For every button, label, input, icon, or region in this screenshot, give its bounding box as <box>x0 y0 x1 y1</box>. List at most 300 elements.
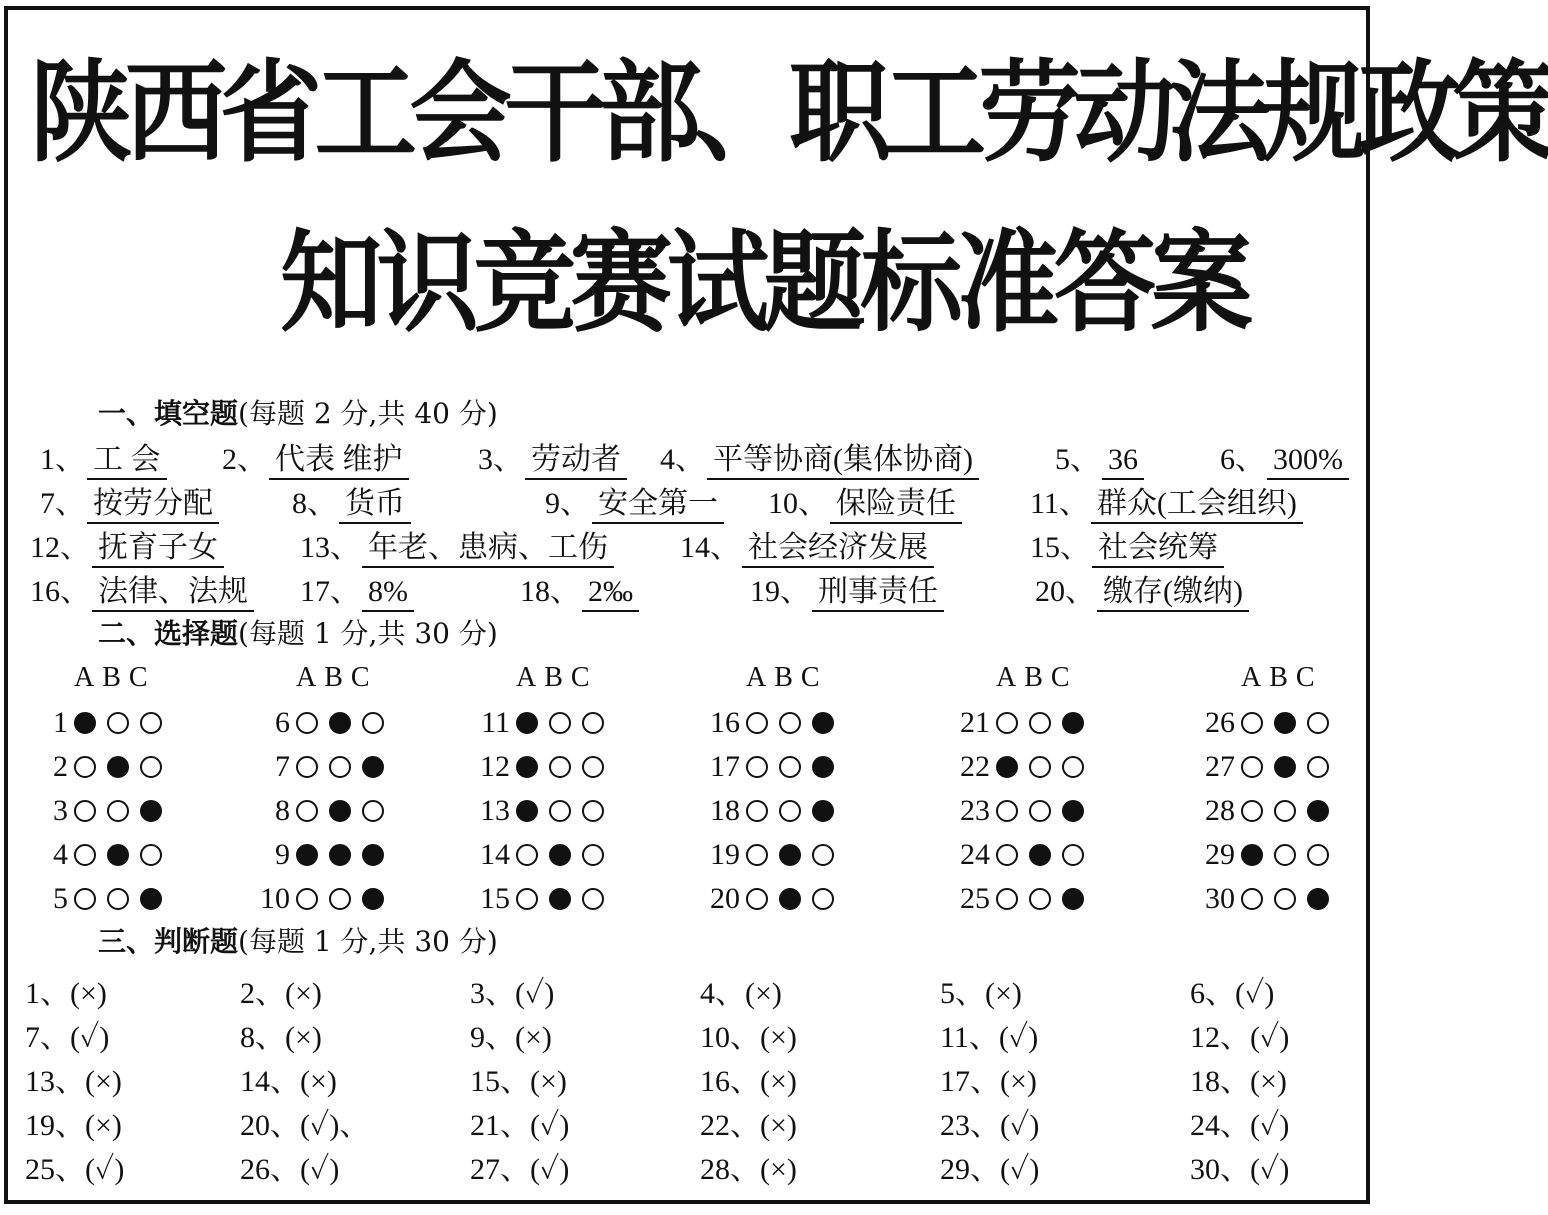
fill-in-item <box>300 574 414 612</box>
option-c-bubble <box>140 712 162 734</box>
judgement-item <box>470 1144 569 1188</box>
option-b-bubble <box>1029 844 1051 866</box>
option-c-bubble <box>812 800 834 822</box>
question-number: 15 <box>480 882 510 915</box>
option-a-bubble <box>74 800 96 822</box>
option-b-bubble <box>107 712 129 734</box>
section-title: 三、判断题 <box>98 925 239 958</box>
choice-row <box>28 750 173 784</box>
question-number: 17 <box>710 750 740 783</box>
item-number: 10、 <box>768 487 828 520</box>
item-number: 20、 <box>240 1109 300 1142</box>
item-answer: 安全第一 <box>592 486 724 524</box>
item-number: 5、 <box>1055 443 1100 476</box>
option-a-bubble <box>296 888 318 910</box>
option-b-bubble <box>779 844 801 866</box>
item-answer: (×) <box>760 1153 797 1186</box>
item-number: 9、 <box>545 487 590 520</box>
option-a-bubble <box>1241 800 1263 822</box>
question-number: 4 <box>53 838 68 871</box>
option-b-bubble <box>1274 844 1296 866</box>
page-title-line-2: 知识竞赛试题标准答案 <box>280 219 1248 347</box>
judgement-item <box>940 1144 1039 1188</box>
item-number: 4、 <box>660 443 705 476</box>
item-answer: 300% <box>1267 442 1349 480</box>
judgement-item <box>240 1144 339 1188</box>
fill-in-item <box>750 574 944 612</box>
fill-in-item <box>1030 486 1303 524</box>
item-answer: 按劳分配 <box>87 486 219 524</box>
choice-row <box>700 706 845 740</box>
section-points: (每题 2 分,共 40 分) <box>238 397 498 430</box>
item-number: 15、 <box>470 1065 530 1098</box>
item-number: 22、 <box>700 1109 760 1142</box>
option-b-bubble <box>549 844 571 866</box>
item-answer: 工 会 <box>87 442 167 480</box>
question-number: 22 <box>960 750 990 783</box>
fill-in-item <box>768 486 962 524</box>
item-answer: 8% <box>362 574 414 612</box>
options-header: ABC <box>996 662 1078 693</box>
item-answer: 法律、法规 <box>92 574 254 612</box>
item-number: 17、 <box>940 1065 1000 1098</box>
option-a-bubble <box>996 800 1018 822</box>
section-points: (每题 1 分,共 30 分) <box>238 617 498 650</box>
option-c-bubble <box>1062 844 1084 866</box>
judgement-item <box>1190 1056 1287 1100</box>
choice-row <box>470 750 615 784</box>
item-answer: 年老、患病、工伤 <box>362 530 614 568</box>
item-answer: 社会经济发展 <box>742 530 934 568</box>
choice-row <box>950 838 1095 872</box>
question-number: 30 <box>1205 882 1235 915</box>
item-number: 9、 <box>470 1021 515 1054</box>
item-answer: (×) <box>530 1065 567 1098</box>
item-answer: (×) <box>85 1109 122 1142</box>
fill-in-item <box>545 486 724 524</box>
judgement-item <box>940 1056 1037 1100</box>
choice-row <box>1195 882 1340 916</box>
item-number: 18、 <box>520 575 580 608</box>
option-a-bubble <box>1241 712 1263 734</box>
option-a-bubble <box>746 756 768 778</box>
option-a-bubble <box>516 800 538 822</box>
item-number: 28、 <box>700 1153 760 1186</box>
item-number: 30、 <box>1190 1153 1250 1186</box>
option-c-bubble <box>582 712 604 734</box>
option-a-bubble <box>516 844 538 866</box>
option-c-bubble <box>1062 888 1084 910</box>
option-c-bubble <box>582 756 604 778</box>
fill-in-item <box>1055 442 1144 480</box>
fill-in-item <box>660 442 979 480</box>
question-number: 12 <box>480 750 510 783</box>
item-number: 15、 <box>1030 531 1090 564</box>
item-answer: 群众(工会组织) <box>1091 486 1303 524</box>
option-b-bubble <box>549 800 571 822</box>
item-number: 12、 <box>30 531 90 564</box>
option-b-bubble <box>1029 800 1051 822</box>
section-heading-multiple-choice <box>98 612 498 652</box>
question-number: 23 <box>960 794 990 827</box>
choice-row <box>28 882 173 916</box>
question-number: 19 <box>710 838 740 871</box>
item-answer: (×) <box>1000 1065 1037 1098</box>
option-b-bubble <box>1274 756 1296 778</box>
item-number: 21、 <box>470 1109 530 1142</box>
item-answer: (×) <box>300 1065 337 1098</box>
section-heading-true-false <box>98 920 498 960</box>
options-header: ABC <box>516 662 598 693</box>
item-number: 6、 <box>1220 443 1265 476</box>
item-number: 14、 <box>680 531 740 564</box>
option-c-bubble <box>812 756 834 778</box>
option-b-bubble <box>329 756 351 778</box>
item-number: 20、 <box>1035 575 1095 608</box>
options-header: ABC <box>296 662 378 693</box>
fill-in-item <box>30 530 224 568</box>
option-a-bubble <box>516 756 538 778</box>
option-a-bubble <box>74 888 96 910</box>
option-b-bubble <box>1274 888 1296 910</box>
question-number: 25 <box>960 882 990 915</box>
item-answer: (×) <box>515 1021 552 1054</box>
question-number: 7 <box>275 750 290 783</box>
item-answer: 刑事责任 <box>812 574 944 612</box>
item-answer: 社会统筹 <box>1092 530 1224 568</box>
section-points: (每题 1 分,共 30 分) <box>238 925 498 958</box>
judgement-item <box>1190 1012 1289 1056</box>
item-answer: 货币 <box>339 486 411 524</box>
item-answer: (×) <box>760 1109 797 1142</box>
question-number: 29 <box>1205 838 1235 871</box>
choice-row <box>250 706 395 740</box>
choice-row <box>1195 706 1340 740</box>
fill-in-item <box>1035 574 1249 612</box>
choice-row <box>700 794 845 828</box>
question-number: 21 <box>960 706 990 739</box>
option-b-bubble <box>107 844 129 866</box>
option-a-bubble <box>996 844 1018 866</box>
item-answer: (×) <box>285 1021 322 1054</box>
option-b-bubble <box>1274 800 1296 822</box>
option-c-bubble <box>140 800 162 822</box>
option-a-bubble <box>746 712 768 734</box>
item-number: 7、 <box>25 1021 70 1054</box>
item-answer: 平等协商(集体协商) <box>707 442 979 480</box>
judgement-item <box>25 1012 109 1056</box>
option-a-bubble <box>516 712 538 734</box>
option-a-bubble <box>74 712 96 734</box>
judgement-item <box>470 1012 552 1056</box>
item-number: 25、 <box>25 1153 85 1186</box>
question-number: 10 <box>260 882 290 915</box>
choice-row <box>250 750 395 784</box>
fill-in-item <box>300 530 614 568</box>
question-number: 28 <box>1205 794 1235 827</box>
option-a-bubble <box>296 844 318 866</box>
fill-in-item <box>680 530 934 568</box>
choice-row <box>950 750 1095 784</box>
question-number: 16 <box>710 706 740 739</box>
item-number: 17、 <box>300 575 360 608</box>
option-c-bubble <box>140 756 162 778</box>
judgement-item <box>1190 968 1274 1012</box>
section-title: 二、选择题 <box>98 617 239 650</box>
option-b-bubble <box>779 756 801 778</box>
choice-row <box>28 794 173 828</box>
option-b-bubble <box>329 844 351 866</box>
item-answer: 劳动者 <box>525 442 627 480</box>
item-number: 24、 <box>1190 1109 1250 1142</box>
option-a-bubble <box>296 712 318 734</box>
fill-in-item <box>30 574 254 612</box>
judgement-item <box>240 968 322 1012</box>
item-number: 8、 <box>292 487 337 520</box>
item-number: 19、 <box>25 1109 85 1142</box>
option-b-bubble <box>1274 712 1296 734</box>
question-number: 13 <box>480 794 510 827</box>
options-header: ABC <box>746 662 828 693</box>
item-number: 26、 <box>240 1153 300 1186</box>
item-answer: (✓) <box>530 1153 570 1186</box>
choice-row <box>1195 750 1340 784</box>
question-number: 26 <box>1205 706 1235 739</box>
item-number: 13、 <box>25 1065 85 1098</box>
option-b-bubble <box>107 888 129 910</box>
judgement-item <box>700 1144 797 1188</box>
item-number: 27、 <box>470 1153 530 1186</box>
item-number: 10、 <box>700 1021 760 1054</box>
option-a-bubble <box>296 800 318 822</box>
judgement-item <box>940 1100 1039 1144</box>
option-c-bubble <box>582 800 604 822</box>
question-number: 20 <box>710 882 740 915</box>
item-number: 6、 <box>1190 977 1235 1010</box>
option-a-bubble <box>996 756 1018 778</box>
choice-row <box>28 838 173 872</box>
item-number: 1、 <box>40 443 85 476</box>
choice-row <box>950 706 1095 740</box>
item-answer: 抚育子女 <box>92 530 224 568</box>
item-answer: (✓) <box>515 977 555 1010</box>
item-number: 4、 <box>700 977 745 1010</box>
options-header: ABC <box>1241 662 1323 693</box>
item-answer: 缴存(缴纳) <box>1097 574 1249 612</box>
item-answer: (×) <box>745 977 782 1010</box>
judgement-item <box>700 968 782 1012</box>
item-answer: 2‰ <box>582 574 639 612</box>
option-a-bubble <box>1241 844 1263 866</box>
item-answer: (✓) <box>530 1109 570 1142</box>
fill-in-item <box>40 486 219 524</box>
question-number: 2 <box>53 750 68 783</box>
judgement-item <box>25 1056 122 1100</box>
question-number: 11 <box>481 706 510 739</box>
option-c-bubble <box>362 756 384 778</box>
item-answer: 代表 维护 <box>269 442 409 480</box>
item-answer: (✓) <box>300 1153 340 1186</box>
option-b-bubble <box>1029 712 1051 734</box>
option-c-bubble <box>362 712 384 734</box>
item-answer: (×) <box>985 977 1022 1010</box>
judgement-item <box>700 1012 797 1056</box>
item-number: 11、 <box>1030 487 1089 520</box>
option-c-bubble <box>140 844 162 866</box>
item-answer: (✓) <box>1250 1153 1290 1186</box>
judgement-item <box>700 1056 797 1100</box>
question-number: 6 <box>275 706 290 739</box>
option-c-bubble <box>1307 888 1329 910</box>
option-b-bubble <box>549 756 571 778</box>
item-number: 3、 <box>478 443 523 476</box>
judgement-item <box>25 1144 124 1188</box>
option-b-bubble <box>779 888 801 910</box>
option-c-bubble <box>362 888 384 910</box>
option-b-bubble <box>329 888 351 910</box>
option-c-bubble <box>812 712 834 734</box>
option-b-bubble <box>1029 888 1051 910</box>
item-answer: (✓) <box>1250 1109 1290 1142</box>
item-answer: (✓)、 <box>300 1109 370 1142</box>
item-number: 19、 <box>750 575 810 608</box>
item-answer: 保险责任 <box>830 486 962 524</box>
option-b-bubble <box>779 800 801 822</box>
option-c-bubble <box>1062 756 1084 778</box>
item-answer: (×) <box>760 1021 797 1054</box>
question-number: 8 <box>275 794 290 827</box>
judgement-item <box>1190 1100 1289 1144</box>
fill-in-item <box>1030 530 1224 568</box>
judgement-item <box>240 1056 337 1100</box>
choice-row <box>470 838 615 872</box>
item-number: 14、 <box>240 1065 300 1098</box>
item-number: 13、 <box>300 531 360 564</box>
option-a-bubble <box>996 888 1018 910</box>
choice-row <box>700 750 845 784</box>
option-b-bubble <box>549 888 571 910</box>
option-c-bubble <box>1307 756 1329 778</box>
judgement-item <box>470 968 554 1012</box>
item-number: 12、 <box>1190 1021 1250 1054</box>
item-answer: (×) <box>70 977 107 1010</box>
item-answer: (×) <box>1250 1065 1287 1098</box>
option-c-bubble <box>1062 712 1084 734</box>
item-number: 29、 <box>940 1153 1000 1186</box>
option-a-bubble <box>296 756 318 778</box>
choice-row <box>250 794 395 828</box>
item-number: 8、 <box>240 1021 285 1054</box>
option-b-bubble <box>329 712 351 734</box>
judgement-item <box>940 1012 1038 1056</box>
question-number: 27 <box>1205 750 1235 783</box>
option-a-bubble <box>74 844 96 866</box>
option-a-bubble <box>996 712 1018 734</box>
judgement-item <box>240 1100 369 1144</box>
item-number: 3、 <box>470 977 515 1010</box>
item-number: 16、 <box>30 575 90 608</box>
option-b-bubble <box>779 712 801 734</box>
choice-row <box>950 882 1095 916</box>
fill-in-item <box>520 574 639 612</box>
options-header: ABC <box>74 662 156 693</box>
question-number: 1 <box>53 706 68 739</box>
option-a-bubble <box>746 800 768 822</box>
section-heading-fill-in <box>98 392 498 432</box>
option-c-bubble <box>812 844 834 866</box>
question-number: 18 <box>710 794 740 827</box>
item-answer: (✓) <box>1000 1109 1040 1142</box>
option-a-bubble <box>1241 888 1263 910</box>
judgement-item <box>700 1100 797 1144</box>
option-c-bubble <box>362 844 384 866</box>
item-number: 2、 <box>222 443 267 476</box>
option-a-bubble <box>1241 756 1263 778</box>
option-b-bubble <box>107 756 129 778</box>
judgement-item <box>240 1012 322 1056</box>
judgement-item <box>25 968 107 1012</box>
choice-row <box>1195 794 1340 828</box>
item-number: 2、 <box>240 977 285 1010</box>
option-a-bubble <box>516 888 538 910</box>
fill-in-item <box>478 442 627 480</box>
choice-row <box>950 794 1095 828</box>
item-answer: (×) <box>285 977 322 1010</box>
option-c-bubble <box>1307 844 1329 866</box>
choice-row <box>250 838 395 872</box>
judgement-item <box>940 968 1022 1012</box>
option-a-bubble <box>746 844 768 866</box>
choice-row <box>1195 838 1340 872</box>
question-number: 3 <box>53 794 68 827</box>
choice-row <box>250 882 395 916</box>
choice-row <box>28 706 173 740</box>
fill-in-item <box>40 442 167 480</box>
option-b-bubble <box>107 800 129 822</box>
fill-in-item <box>222 442 409 480</box>
option-b-bubble <box>329 800 351 822</box>
item-number: 16、 <box>700 1065 760 1098</box>
option-b-bubble <box>549 712 571 734</box>
item-number: 5、 <box>940 977 985 1010</box>
item-answer: (✓) <box>998 1021 1039 1054</box>
judgement-item <box>470 1100 569 1144</box>
fill-in-item <box>1220 442 1349 480</box>
item-answer: (✓) <box>85 1153 125 1186</box>
choice-row <box>700 838 845 872</box>
choice-row <box>470 882 615 916</box>
option-c-bubble <box>1307 712 1329 734</box>
item-answer: (✓) <box>70 1021 110 1054</box>
fill-in-item <box>292 486 411 524</box>
item-answer: (✓) <box>1000 1153 1040 1186</box>
item-answer: (×) <box>760 1065 797 1098</box>
question-number: 5 <box>53 882 68 915</box>
question-number: 14 <box>480 838 510 871</box>
option-a-bubble <box>74 756 96 778</box>
item-number: 7、 <box>40 487 85 520</box>
option-c-bubble <box>582 844 604 866</box>
judgement-item <box>470 1056 567 1100</box>
item-number: 1、 <box>25 977 70 1010</box>
choice-row <box>470 794 615 828</box>
item-answer: (×) <box>85 1065 122 1098</box>
judgement-item <box>1190 1144 1289 1188</box>
item-answer: (✓) <box>1250 1021 1290 1054</box>
question-number: 9 <box>275 838 290 871</box>
question-number: 24 <box>960 838 990 871</box>
option-c-bubble <box>362 800 384 822</box>
